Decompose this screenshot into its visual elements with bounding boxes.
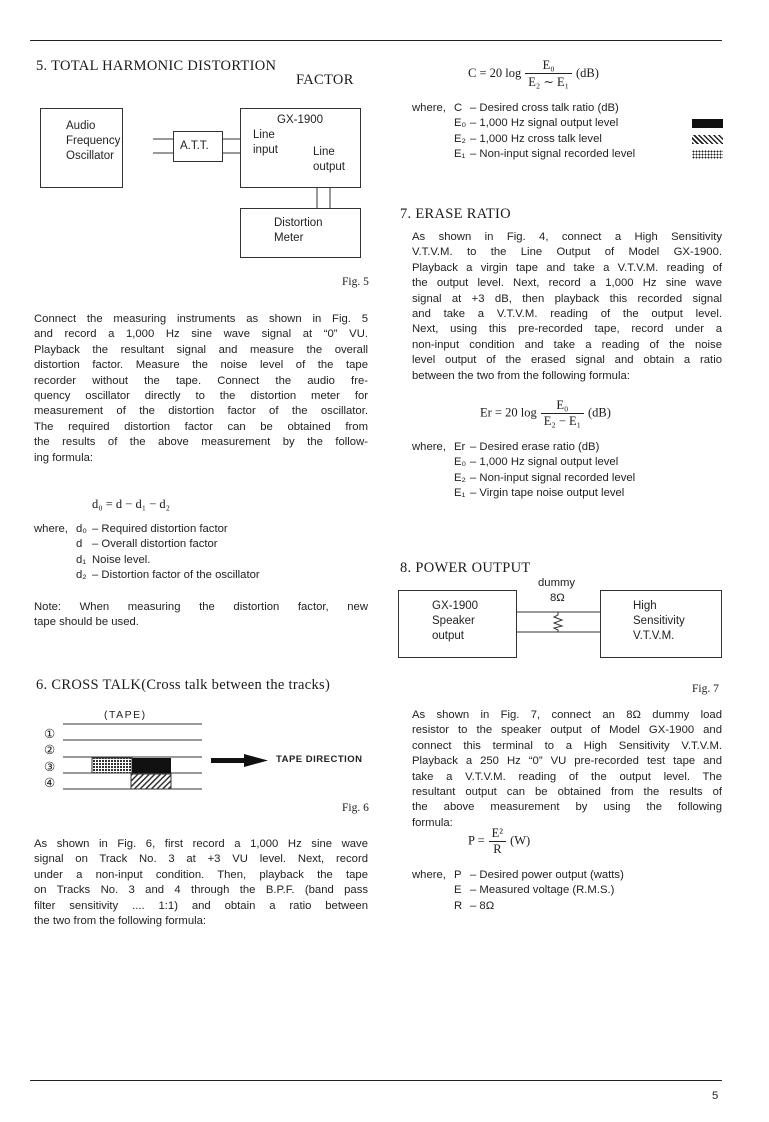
formula-lhs: Er = 20 log: [480, 405, 537, 420]
where-item: [412, 883, 624, 898]
text-line: and take a V.T.V.M. reading of the output level.: [412, 308, 722, 321]
section-5-heading: 5. TOTAL HARMONIC DISTORTION: [36, 58, 277, 74]
text-line: under a non-input condition. Then, playback the tape: [34, 868, 368, 881]
label: Line: [253, 129, 275, 141]
text-line: Next, using this pre-recorded tape, record under a: [412, 323, 722, 336]
hatched-swatch-icon: [692, 135, 723, 144]
track-numbers: [44, 726, 55, 791]
unit: (dB): [575, 65, 599, 80]
solid-swatch-icon: [692, 119, 723, 128]
symbol: E: [454, 884, 462, 897]
crosstalk-formula: [468, 58, 599, 90]
symbol: E₁: [454, 487, 466, 500]
text-line: As shown in Fig. 6, first record a 1,000 Hz sine wave: [34, 838, 368, 850]
text-line: and record a 1,000 Hz sine wave signal at “0” VU.: [34, 328, 368, 341]
definition: – Measured voltage (R.M.S.): [470, 884, 615, 897]
fig7-caption: Fig. 7: [692, 683, 719, 695]
track-3: ③: [44, 759, 56, 774]
text-line: connect this terminal to a High Sensitivity V.T.V.M.: [412, 739, 722, 752]
bottom-rule: [30, 1080, 722, 1081]
text-line: Playback a virgin tape and take a V.T.V.M. reading of: [412, 261, 722, 274]
where-item: [412, 455, 635, 470]
text-line: filter sensitivity .... 1:1) and obtain a ratio between: [34, 899, 368, 912]
section-7-heading: 7. ERASE RATIO: [400, 206, 511, 222]
symbol: E₂: [454, 471, 466, 484]
numerator: E²: [489, 826, 506, 842]
label: Speaker: [432, 615, 475, 627]
where-item: [34, 568, 260, 583]
text-line: the results of the above measurement by the follow-: [34, 436, 368, 449]
text-line: V.T.V.M. to the Line Output of Model GX-1900.: [412, 246, 722, 259]
text-line: between the two from the following formula:: [412, 369, 630, 382]
power-formula: [468, 826, 530, 857]
where-item: [34, 537, 260, 552]
label: input: [253, 144, 278, 156]
symbol: d: [76, 538, 83, 551]
symbol: Er: [454, 441, 466, 453]
tape-direction-arrow-icon: [211, 758, 247, 763]
section-5-text: [34, 312, 368, 466]
denominator: R: [493, 842, 502, 856]
fig6-caption: Fig. 6: [342, 802, 369, 814]
symbol: E₁: [454, 148, 466, 161]
dummy-label: dummy: [538, 577, 576, 589]
text-line: ing formula:: [34, 451, 94, 464]
text-line: The required distortion factor can be obtained from: [34, 420, 368, 433]
label: output: [432, 630, 464, 642]
text-line: recorder without the tape. Connect the audio fre-: [34, 374, 368, 387]
label: Sensitivity: [633, 615, 685, 627]
definition: – Distortion factor of the oscillator: [92, 569, 260, 582]
symbol: E₀: [454, 117, 467, 130]
audio-oscillator-box: [40, 108, 123, 188]
where-label: where,: [34, 523, 68, 535]
text-line: level output of the erased signal and obtain a ratio: [412, 354, 722, 367]
track4-crosstalk: [131, 774, 171, 789]
text-line: quency oscillator directly to the distortion meter for: [34, 390, 368, 403]
definition: – Overall distortion factor: [92, 538, 218, 551]
section-6-heading: 6. CROSS TALK(Cross talk between the tracks): [36, 677, 331, 693]
label: GX-1900: [432, 600, 479, 612]
text-line: take a V.T.V.M. reading of the output level. The: [412, 770, 722, 783]
label: Distortion: [274, 217, 323, 229]
where-item: [412, 116, 732, 131]
text-line: measurement of the distortion factor of the oscillator.: [34, 405, 368, 418]
text-line: Connect the measuring instruments as shown in Fig. 5: [34, 313, 368, 325]
tape-direction-label: TAPE DIRECTION: [276, 754, 363, 765]
symbol: d₂: [76, 569, 87, 582]
dotted-swatch-icon: [692, 150, 723, 159]
denominator: E₂ − E₁: [543, 414, 581, 428]
vtvm-box: [600, 590, 722, 658]
label: GX-1900: [277, 114, 324, 126]
denominator: E₂ ∼ E₁: [528, 75, 569, 89]
distortion-formula: d₀ = d − d₁ − d₂: [92, 497, 170, 511]
label: High: [633, 600, 657, 612]
text-line: As shown in Fig. 7, connect an 8Ω dummy load: [412, 709, 722, 721]
gx1900-box: [240, 108, 361, 188]
text-line: Playback a 250 Hz “0” VU pre-recorded test tape and: [412, 755, 722, 768]
label: Frequency: [66, 135, 121, 147]
erase-ratio-formula: [480, 398, 611, 429]
where-item: [412, 486, 635, 501]
section-8-where: [412, 868, 624, 914]
where-label: where,: [412, 441, 446, 453]
unit: (dB): [588, 405, 611, 420]
section-6-text: [34, 837, 368, 929]
where-item: [412, 101, 732, 116]
text-line: non-input condition and take a reading of the noise: [412, 338, 722, 351]
where-label: where,: [412, 102, 446, 114]
definition: – 1,000 Hz signal output level: [470, 117, 619, 130]
definition: Noise level.: [92, 553, 151, 566]
where-item: [412, 132, 732, 147]
section-5-note: [34, 600, 368, 631]
where-item: [34, 522, 260, 537]
symbol: P: [454, 869, 462, 881]
label: Oscillator: [66, 150, 114, 162]
text-line: the output level. Next, record a 1,000 Hz sine wave: [412, 277, 722, 290]
text-line: signal at +3 dB, then playback this recorded signal: [412, 292, 722, 305]
section-8-heading: 8. POWER OUTPUT: [400, 560, 531, 576]
text-line: signal on Track No. 3 at +3 VU level. Next, record: [34, 853, 368, 866]
label: V.T.V.M.: [633, 630, 675, 642]
fig6-tape-tracks: [30, 700, 370, 800]
definition: – 1,000 Hz signal output level: [470, 456, 619, 469]
track-4: ④: [44, 775, 56, 790]
text-line: tape should be used.: [34, 616, 139, 629]
formula-lhs: P =: [468, 833, 485, 848]
definition: – 8Ω: [470, 899, 495, 912]
text-line: Note: When measuring the distortion factor, new: [34, 601, 368, 613]
definition: – Non-input signal recorded level: [470, 148, 636, 161]
symbol: d₁: [76, 553, 87, 566]
definition: – Desired erase ratio (dB): [470, 441, 600, 453]
definition: – Non-input signal recorded level: [470, 471, 636, 484]
symbol: E₂: [454, 132, 466, 145]
symbol: E₀: [454, 456, 467, 469]
symbol: R: [454, 899, 463, 912]
where-item: [412, 471, 635, 486]
section-5-where: [34, 522, 260, 584]
where-item: [412, 899, 624, 914]
formula-lhs: C = 20 log: [468, 65, 522, 80]
text-line: resultant output can be obtained from the results of: [412, 786, 722, 799]
where-item: [412, 147, 732, 162]
label: Audio: [66, 120, 96, 132]
unit: (W): [510, 833, 531, 848]
section-8-text: [412, 708, 722, 831]
definition: – Desired cross talk ratio (dB): [470, 102, 619, 114]
where-item: [412, 868, 624, 883]
text-line: the two from the following formula:: [34, 915, 207, 928]
fig5-caption: Fig. 5: [342, 276, 369, 288]
definition: – Required distortion factor: [92, 523, 228, 535]
text-line: formula:: [412, 816, 453, 829]
section-7-text: [412, 230, 722, 384]
ohm-label: 8Ω: [550, 592, 565, 604]
where-item: [34, 553, 260, 568]
page-number: 5: [712, 1090, 719, 1102]
symbol: C: [454, 102, 463, 114]
text-line: Playback the resultant signal and measure the overall: [34, 343, 368, 356]
track-2: ②: [44, 743, 56, 758]
label: output: [313, 161, 345, 173]
text-line: on Tracks No. 3 and 4 through the B.P.F. (band pass: [34, 884, 368, 897]
text-line: resistor to the speaker output of Model GX-1900 and: [412, 724, 722, 737]
text-line: As shown in Fig. 4, connect a High Sensitivity: [412, 231, 722, 243]
track3-signal: [92, 758, 132, 773]
label: Meter: [274, 232, 304, 244]
att-box: A.T.T.: [173, 131, 223, 162]
where-item: [412, 440, 635, 455]
distortion-meter-box: [240, 208, 361, 258]
where-label: where,: [412, 869, 446, 881]
definition: – 1,000 Hz cross talk level: [470, 132, 602, 145]
section-7-where: [412, 440, 635, 502]
symbol: d₀: [76, 523, 87, 535]
numerator: E₀: [541, 398, 584, 414]
numerator: E₀: [525, 58, 572, 74]
text-line: the above measurement by using the following: [412, 801, 722, 814]
resistor-icon: [554, 612, 562, 632]
track-1: ①: [44, 727, 56, 741]
gx1900-speaker-box: [398, 590, 517, 658]
track3-recorded: [132, 758, 171, 773]
label: Line: [313, 146, 335, 158]
top-rule: [30, 40, 722, 41]
text-line: distortion factor. Measure the noise level of the tape: [34, 359, 368, 372]
definition: – Desired power output (watts): [470, 869, 624, 881]
section-5-heading-cont: FACTOR: [296, 72, 354, 88]
section-6-where: [412, 101, 732, 163]
definition: – Virgin tape noise output level: [470, 487, 625, 500]
tape-label: (TAPE): [104, 709, 147, 721]
